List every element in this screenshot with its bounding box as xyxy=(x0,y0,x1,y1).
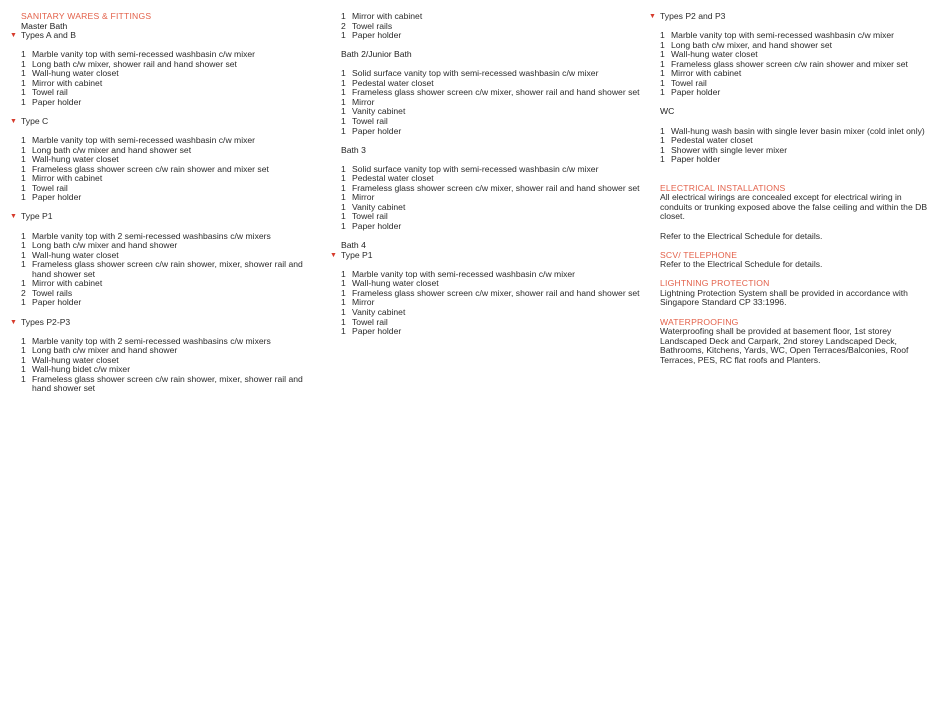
item-quantity: 1 xyxy=(660,154,665,165)
item-description: Paper holder xyxy=(352,221,402,232)
item-quantity: 1 xyxy=(660,125,665,136)
item-quantity: 1 xyxy=(341,30,346,41)
item-description: Marble vanity top with semi-recessed washbasin c/w mixer xyxy=(671,30,895,41)
fitting-list xyxy=(21,50,321,107)
bath4-type-heading: Type P1 xyxy=(341,249,373,260)
fitting-list xyxy=(21,337,321,394)
item-quantity: 1 xyxy=(21,135,26,146)
group-types-a-b xyxy=(10,30,321,107)
item-quantity: 1 xyxy=(341,11,346,21)
item-quantity: 1 xyxy=(660,144,665,155)
item-description: Long bath c/w mixer and hand shower set xyxy=(32,144,192,155)
item-quantity: 1 xyxy=(660,135,665,146)
item-quantity: 1 xyxy=(660,39,665,50)
item-quantity: 1 xyxy=(660,87,665,98)
item-quantity: 1 xyxy=(341,116,346,127)
item-quantity: 1 xyxy=(21,68,26,79)
section-title-sanitary: SANITARY WARES & FITTINGS xyxy=(21,11,152,21)
item-description: Towel rails xyxy=(32,287,73,298)
item-quantity: 1 xyxy=(21,259,26,270)
item-quantity: 1 xyxy=(21,249,26,260)
group-heading: Types A and B xyxy=(21,30,76,41)
list-item xyxy=(21,193,321,203)
list-item xyxy=(21,98,321,108)
list-item xyxy=(341,289,641,299)
item-quantity: 1 xyxy=(341,192,346,203)
item-description: Paper holder xyxy=(671,87,721,98)
item-quantity: 1 xyxy=(341,106,346,117)
item-description: Wall-hung water closet xyxy=(32,354,119,365)
item-quantity: 1 xyxy=(341,287,346,298)
item-description: Paper holder xyxy=(352,125,402,136)
item-description: Frameless glass shower screen c/w mixer, shower rail and hand shower set xyxy=(352,287,640,298)
arrow-down-icon: ▼ xyxy=(649,13,656,20)
item-quantity: 1 xyxy=(21,354,26,365)
arrow-down-icon: ▼ xyxy=(10,118,17,126)
item-description: Paper holder xyxy=(32,96,82,107)
master-bath-heading: Master Bath xyxy=(21,20,68,31)
item-description: Wall-hung water closet xyxy=(671,49,758,60)
item-description: Mirror xyxy=(352,297,375,308)
fitting-list xyxy=(341,12,641,41)
fitting-list xyxy=(660,31,930,98)
item-description: Marble vanity top with 2 semi-recessed washbasins c/w mixers xyxy=(32,335,271,346)
item-description: Wall-hung water closet xyxy=(32,154,119,165)
item-description: Frameless glass shower screen c/w rain shower, mixer, shower rail and hand shower set xyxy=(32,373,303,394)
item-description: Marble vanity top with semi-recessed washbasin c/w mixer xyxy=(32,49,256,60)
item-quantity: 1 xyxy=(21,335,26,346)
arrow-down-icon: ▼ xyxy=(10,318,17,326)
item-quantity: 1 xyxy=(21,230,26,241)
item-description: Mirror with cabinet xyxy=(32,173,103,184)
item-description: Frameless glass shower screen c/w rain shower, mixer, shower rail and hand shower set xyxy=(32,259,303,279)
item-quantity: 1 xyxy=(341,221,346,232)
item-quantity: 1 xyxy=(21,278,26,289)
item-description: Long bath c/w mixer and hand shower xyxy=(32,345,178,356)
group-type-p1 xyxy=(10,211,321,308)
list-item xyxy=(660,155,930,165)
item-quantity: 1 xyxy=(660,58,665,69)
item-description: Wall-hung water closet xyxy=(32,68,119,79)
item-quantity: 1 xyxy=(21,345,26,356)
item-quantity: 1 xyxy=(21,58,26,69)
list-item xyxy=(341,88,641,98)
item-description: Paper holder xyxy=(671,154,721,165)
item-quantity: 1 xyxy=(341,278,346,289)
item-quantity: 1 xyxy=(341,173,346,184)
item-quantity: 1 xyxy=(341,211,346,222)
item-quantity: 1 xyxy=(21,297,26,308)
item-description: Long bath c/w mixer, shower rail and hand shower set xyxy=(32,58,237,69)
item-quantity: 1 xyxy=(660,30,665,41)
column-other-specs xyxy=(649,11,930,365)
wc-heading: WC xyxy=(660,106,675,117)
item-description: Paper holder xyxy=(352,326,402,337)
item-description: Vanity cabinet xyxy=(352,201,406,212)
item-description: Long bath c/w mixer, and hand shower set xyxy=(671,39,832,50)
item-quantity: 1 xyxy=(21,163,26,174)
item-description: Frameless glass shower screen c/w rain shower and mixer set xyxy=(32,163,269,174)
list-item xyxy=(341,184,641,194)
item-description: Wall-hung water closet xyxy=(352,278,439,289)
item-description: Vanity cabinet xyxy=(352,106,406,117)
item-quantity: 1 xyxy=(341,68,346,79)
item-quantity: 1 xyxy=(341,77,346,88)
group-heading: Types P2-P3 xyxy=(21,316,71,327)
item-description: Paper holder xyxy=(352,30,402,41)
list-item xyxy=(21,260,321,279)
item-quantity: 1 xyxy=(341,87,346,98)
item-description: Towel rail xyxy=(352,316,388,327)
item-description: Mirror with cabinet xyxy=(32,77,103,88)
item-quantity: 2 xyxy=(21,287,26,298)
item-quantity: 1 xyxy=(341,125,346,136)
list-item xyxy=(341,31,641,41)
item-quantity: 1 xyxy=(21,364,26,375)
item-description: Mirror xyxy=(352,192,375,203)
item-quantity: 1 xyxy=(21,182,26,193)
item-quantity: 1 xyxy=(341,297,346,308)
group-heading: Type C xyxy=(21,116,49,127)
fitting-list xyxy=(341,165,641,232)
item-quantity: 1 xyxy=(341,316,346,327)
fitting-list xyxy=(341,270,641,337)
types-p2-p3-heading: Types P2 and P3 xyxy=(660,11,726,21)
waterproofing-text: Waterproofing shall be provided at basement floor, 1st storey Landscaped Deck and Carpark, 2nd storey Landscaped Deck, Bathrooms, Kitchens, Yards, WC, Open Terraces/Balconies, Roof Terraces, PES, RC flat roofs and Planters. xyxy=(660,326,909,365)
item-description: Towel rail xyxy=(32,87,68,98)
item-quantity: 1 xyxy=(21,373,26,384)
item-description: Towel rail xyxy=(671,77,707,88)
item-description: Wall-hung water closet xyxy=(32,249,119,260)
group-type-c xyxy=(10,116,321,203)
item-description: Wall-hung bidet c/w mixer xyxy=(32,364,131,375)
item-quantity: 1 xyxy=(341,163,346,174)
electrical-text: All electrical wirings are concealed except for electrical wiring in conduits or trunking exposed above the false ceiling and within the DB closet. xyxy=(660,192,928,222)
electrical-refer: Refer to the Electrical Schedule for details. xyxy=(660,230,823,241)
list-item xyxy=(21,375,321,394)
scv-text: Refer to the Electrical Schedule for details. xyxy=(660,259,823,270)
fitting-list xyxy=(21,136,321,203)
bath3-heading: Bath 3 xyxy=(341,144,366,155)
item-description: Frameless glass shower screen c/w mixer, shower rail and hand shower set xyxy=(352,182,640,193)
item-quantity: 2 xyxy=(341,20,346,31)
column-bathrooms xyxy=(330,11,641,337)
lightning-text: Lightning Protection System shall be provided in accordance with Singapore Standard CP 33:1996. xyxy=(660,287,908,308)
bath4-heading: Bath 4 xyxy=(341,240,366,251)
item-quantity: 1 xyxy=(341,326,346,337)
item-description: Paper holder xyxy=(32,297,82,308)
bath2-heading: Bath 2/Junior Bath xyxy=(341,49,412,60)
item-quantity: 1 xyxy=(660,77,665,88)
item-quantity: 1 xyxy=(21,144,26,155)
arrow-down-icon: ▼ xyxy=(10,32,17,40)
item-description: Frameless glass shower screen c/w rain shower and mixer set xyxy=(671,58,908,69)
scv-title: SCV/ TELEPHONE xyxy=(660,249,738,260)
item-quantity: 1 xyxy=(341,306,346,317)
fitting-list xyxy=(21,232,321,308)
item-description: Towel rail xyxy=(32,182,68,193)
fitting-list xyxy=(341,69,641,136)
item-description: Frameless glass shower screen c/w mixer, shower rail and hand shower set xyxy=(352,87,640,98)
item-quantity: 1 xyxy=(21,77,26,88)
group-types-p2-p3 xyxy=(10,316,321,394)
item-description: Mirror xyxy=(352,96,375,107)
item-description: Pedestal water closet xyxy=(352,77,434,88)
item-quantity: 1 xyxy=(21,192,26,203)
item-quantity: 1 xyxy=(21,96,26,107)
item-quantity: 1 xyxy=(21,49,26,60)
item-description: Marble vanity top with 2 semi-recessed washbasins c/w mixers xyxy=(32,230,271,241)
column-sanitary-wares xyxy=(10,11,321,394)
item-quantity: 1 xyxy=(341,96,346,107)
item-quantity: 1 xyxy=(660,49,665,60)
item-description: Solid surface vanity top with semi-recessed washbasin c/w mixer xyxy=(352,163,599,174)
list-item xyxy=(341,327,641,337)
arrow-down-icon: ▼ xyxy=(10,213,17,221)
item-quantity: 1 xyxy=(660,68,665,79)
item-description: Mirror with cabinet xyxy=(352,11,423,21)
item-description: Towel rail xyxy=(352,211,388,222)
arrow-down-icon: ▼ xyxy=(330,251,337,259)
list-item xyxy=(341,127,641,137)
list-item xyxy=(341,222,641,232)
item-quantity: 1 xyxy=(21,240,26,251)
lightning-title: LIGHTNING PROTECTION xyxy=(660,278,770,289)
fitting-list xyxy=(660,127,930,165)
item-description: Mirror with cabinet xyxy=(32,278,103,289)
waterproofing-title: WATERPROOFING xyxy=(660,316,739,327)
item-description: Long bath c/w mixer and hand shower xyxy=(32,240,178,251)
item-description: Wall-hung wash basin with single lever basin mixer (cold inlet only) xyxy=(671,125,925,136)
item-quantity: 1 xyxy=(341,182,346,193)
item-description: Paper holder xyxy=(32,192,82,203)
list-item xyxy=(21,298,321,308)
electrical-title: ELECTRICAL INSTALLATIONS xyxy=(660,182,786,193)
item-description: Towel rails xyxy=(352,20,393,31)
item-description: Pedestal water closet xyxy=(671,135,753,146)
item-quantity: 1 xyxy=(341,201,346,212)
item-description: Pedestal water closet xyxy=(352,173,434,184)
item-description: Shower with single lever mixer xyxy=(671,144,788,155)
group-heading: Type P1 xyxy=(21,211,53,222)
item-quantity: 1 xyxy=(341,268,346,279)
item-quantity: 1 xyxy=(21,87,26,98)
list-item xyxy=(660,88,930,98)
item-description: Towel rail xyxy=(352,116,388,127)
item-description: Vanity cabinet xyxy=(352,306,406,317)
item-description: Solid surface vanity top with semi-recessed washbasin c/w mixer xyxy=(352,68,599,79)
item-description: Mirror with cabinet xyxy=(671,68,742,79)
item-description: Marble vanity top with semi-recessed washbasin c/w mixer xyxy=(352,268,576,279)
item-description: Marble vanity top with semi-recessed washbasin c/w mixer xyxy=(32,135,256,146)
item-quantity: 1 xyxy=(21,154,26,165)
item-quantity: 1 xyxy=(21,173,26,184)
